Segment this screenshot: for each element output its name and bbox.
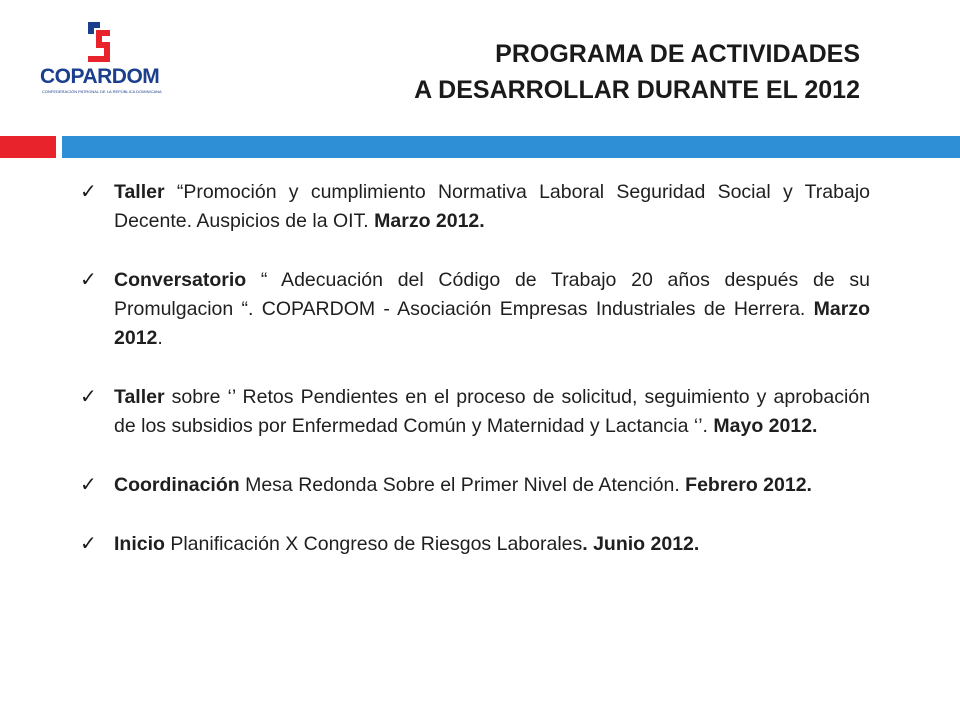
- item-text: Conversatorio “ Adecuación del Código de Trabajo 20 años después de su Promulgacion “. COPARDOM - Asociación Empresas Industriales de Herrera. Marzo 2012.: [114, 269, 870, 349]
- checkmark-icon: ✓: [80, 474, 97, 496]
- title-line-1: PROGRAMA DE ACTIVIDADES: [495, 40, 860, 68]
- list-item: [80, 178, 870, 236]
- logo-wordmark: COPARDOM: [40, 65, 160, 88]
- logo-subtitle: CONFEDERACIÓN PATRONAL DE LA REPÚBLICA DOMINICANA: [42, 89, 162, 94]
- page-title: [414, 36, 860, 108]
- title-line-2: A DESARROLLAR DURANTE EL 2012: [414, 76, 860, 104]
- list-item: [80, 530, 870, 559]
- item-text: Coordinación Mesa Redonda Sobre el Primer Nivel de Atención. Febrero 2012.: [114, 474, 812, 496]
- list-item: [80, 471, 870, 500]
- item-text: Inicio Planificación X Congreso de Riesgos Laborales. Junio 2012.: [114, 533, 700, 555]
- checkmark-icon: ✓: [80, 269, 97, 291]
- checkmark-icon: ✓: [80, 533, 97, 555]
- item-text: Taller sobre ‘’ Retos Pendientes en el proceso de solicitud, seguimiento y aprobación de los subsidios por Enfermedad Común y Maternidad y Lactancia ‘’. Mayo 2012.: [114, 386, 870, 437]
- activity-list: [80, 178, 870, 589]
- checkmark-icon: ✓: [80, 181, 97, 203]
- accent-bar-red: [0, 136, 56, 158]
- list-item: [80, 266, 870, 353]
- list-item: [80, 383, 870, 441]
- copardom-logo: [38, 22, 178, 102]
- copardom-emblem-icon: [84, 22, 114, 66]
- accent-bar-blue: [62, 136, 960, 158]
- item-text: Taller “Promoción y cumplimiento Normativa Laboral Seguridad Social y Trabajo Decente. Auspicios de la OIT. Marzo 2012.: [114, 181, 870, 232]
- checkmark-icon: ✓: [80, 386, 97, 408]
